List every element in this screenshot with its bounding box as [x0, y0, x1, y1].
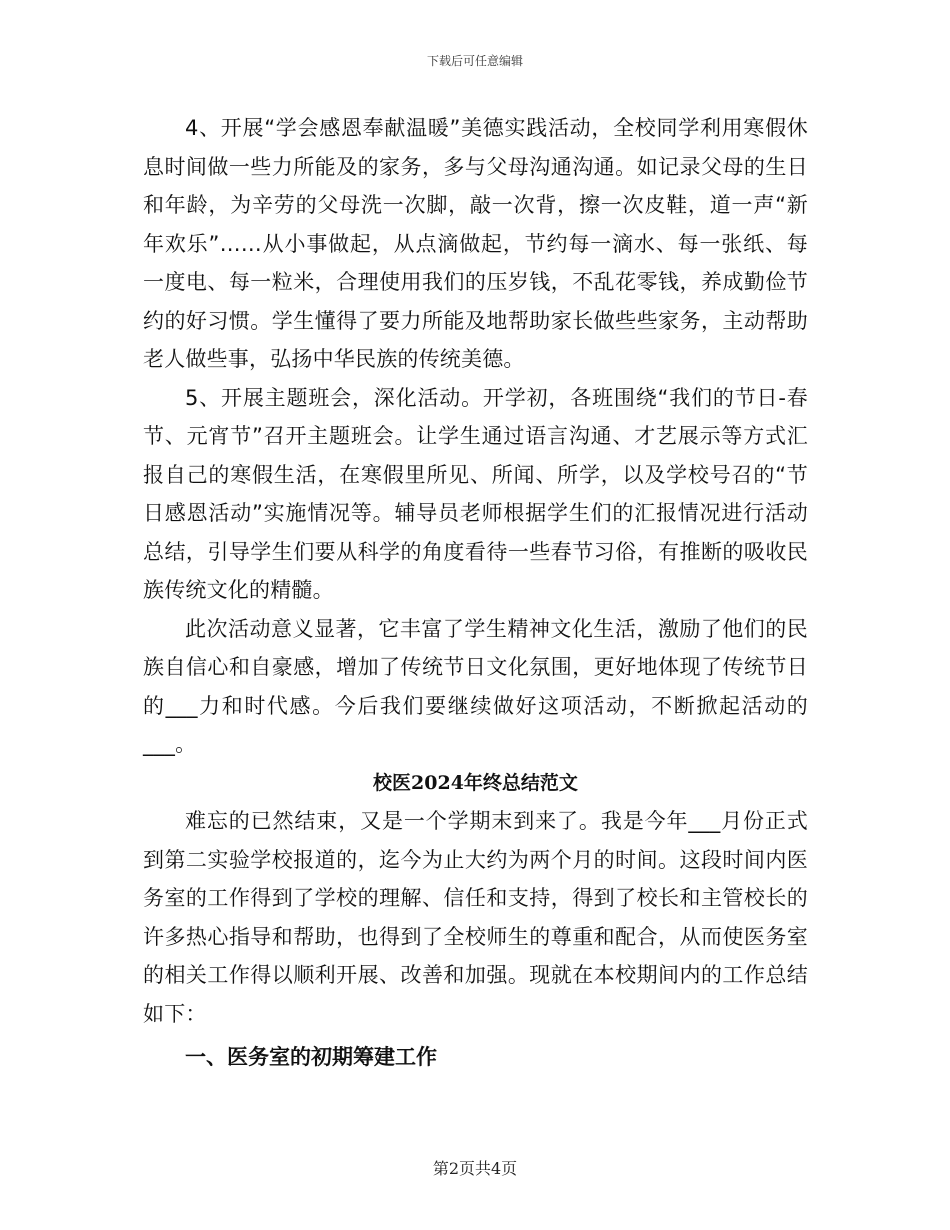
- page-number: 第2页共4页: [432, 1159, 518, 1178]
- section-subheading: 一、医务室的初期筹建工作: [185, 1045, 437, 1069]
- paragraph-section-intro: 难忘的已然结束，又是一个学期末到来了。我是今年___月份正式到第二实验学校报道的，迄今为止大约为两个月的时间。这段时间内医务室的工作得到了学校的理解、信任和支持，得到了校长和主管校长的许多热心指导和帮助，也得到了全校师生的尊重和配合，从而使医务室的相关工作得以顺利开展、改善和加强。现就在本校期间内的工作总结如下：: [143, 809, 808, 1026]
- paragraph-class-meeting: 5、开展主题班会，深化活动。开学初，各班围绕“我们的节日-春节、元宵节”召开主题班会。让学生通过语言沟通、才艺展示等方式汇报自己的寒假生活，在寒假里所见、所闻、所学，以及学校号召的“节日感恩活动”实施情况等。辅导员老师根据学生们的汇报情况进行活动总结，引导学生们要从科学的角度看待一些春节习俗，有推断的吸收民族传统文化的精髓。: [143, 385, 808, 602]
- document-body: [143, 109, 808, 1079]
- section-title: 校医2024年终总结范文: [373, 771, 578, 794]
- paragraph-gratitude-activity: 4、开展“学会感恩奉献温暖”美德实践活动，全校同学利用寒假休息时间做一些力所能及的家务，多与父母沟通沟通。如记录父母的生日和年龄，为辛劳的父母洗一次脚，敲一次背，擦一次皮鞋，道一声“新年欢乐”……从小事做起，从点滴做起，节约每一滴水、每一张纸、每一度电、每一粒米，合理使用我们的压岁钱，不乱花零钱，养成勤俭节约的好习惯。学生懂得了要力所能及地帮助家长做些些家务，主动帮助老人做些事，弘扬中华民族的传统美德。: [143, 116, 808, 371]
- page-header-note: 下载后可任意编辑: [426, 54, 523, 68]
- paragraph-activity-significance: 此次活动意义显著，它丰富了学生精神文化生活，激励了他们的民族自信心和自豪感，增加了传统节日文化氛围，更好地体现了传统节日的___力和时代感。今后我们要继续做好这项活动，不断掀起活动的___。: [143, 616, 808, 756]
